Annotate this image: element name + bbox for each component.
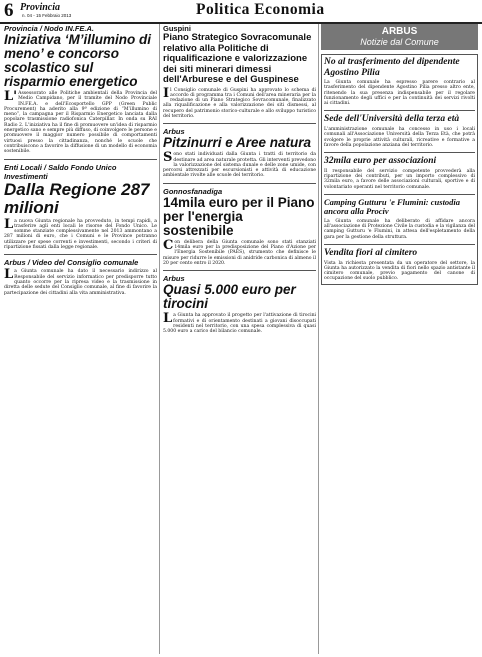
article-headline: Piano Strategico Sovracomunale relativo alla Politiche di riqualificazione e valorizzazione dei siti minerari dimessi dell'Arburese e del Guspinese	[163, 32, 312, 85]
article-headline: Quasi 5.000 euro per tirocini	[163, 282, 296, 312]
article-milluminino	[4, 24, 157, 155]
article-kicker: Arbus / Video del Consiglio comunale	[4, 258, 139, 268]
article-headline: Iniziativa ‘M’illumino di meno’ e concorso scolastico sul risparmio energetico	[4, 32, 152, 89]
section-title: Politica Economia	[196, 1, 325, 18]
article-body: Il Consiglio comunale di Guspini ha approvato lo schema di accordo di programma tra i Comuni dell'area mineraria per la redazione di un Piano Strategico Sovracomunale, finalizzato alla riqualificazione e alla valorizzazione dei siti dismessi, al recupero del patrimonio storico-culturale e allo sviluppo turistico del territorio.	[163, 85, 316, 119]
article-body: La Giunta comunale ha espresso parere contrario al trasferimento del dipendente Agostino Pilia presso altro ente, ritenendo la sua presenza indispensabile per il regolare funzionamento degli uffici e per la continuità dei servizi rivolti ai cittadini.	[324, 80, 475, 107]
article-body: Con delibera della Giunta comunale sono stati stanziati 14mila euro per la predisposizione del Piano d'Azione per l'Energia Sostenibile (PAES), strumento che definisce le misure per ridurre le emissioni di anidride carbonica di almeno il 20 per cento entro il 2020.	[163, 237, 316, 266]
arbus-box-header	[321, 24, 478, 50]
column-2	[163, 24, 316, 334]
article-regione	[4, 163, 157, 251]
article-headline: Sede dell'Università della terza età	[324, 114, 460, 125]
article-headline: Pitzinurri e Aree natura	[163, 135, 312, 151]
issue-info: n. 04 - 15 Febbraio 2013	[22, 13, 72, 18]
newspaper-logo: Provincia	[20, 2, 60, 13]
article-headline: No al trasferimento del dipendente Agostino Pilia	[324, 57, 460, 78]
article-kicker: Arbus	[163, 274, 185, 284]
article-kicker: Provincia / Nodo IN.FE.A.	[4, 24, 95, 33]
divider	[324, 244, 475, 245]
divider	[324, 110, 475, 111]
page-header	[0, 0, 482, 24]
arbus-news-box	[321, 54, 478, 285]
column-3	[321, 24, 478, 285]
article-headline: Vendita fiori al cimitero	[324, 248, 418, 259]
divider	[4, 254, 157, 255]
article-headline: 14mila euro per il Piano per l'energia sostenibile	[163, 194, 315, 238]
article-kicker: Arbus	[163, 127, 185, 137]
article-kicker: Guspini	[163, 24, 191, 33]
article-body: La nuova Giunta regionale ha provveduto, in tempi rapidi, a trasferire agli enti locali le risorse del Fondo Unico. Le somme stanziate complessivamente nel 2013 ammontano a 287 milioni di euro, che i Comuni e le Province potranno utilizzare per spese correnti e investimenti, secondo i criteri di ripartizione fissati dalla legge regionale.	[4, 216, 157, 251]
column-divider	[318, 24, 319, 654]
divider	[163, 183, 316, 184]
article-tirocini	[163, 274, 316, 334]
article-body: Sono stati individuati dalla Giunta i tratti di territorio da destinare ad area naturale protetta. Gli interventi prevedono la valorizzazione del sistema dunale e delle zone umide, con percorsi attrezzati per escursionisti e attività di educazione ambientale rivolte alle scuole del territorio.	[163, 150, 316, 179]
divider	[324, 194, 475, 195]
divider	[324, 152, 475, 153]
article-headline: Camping Gutturu 'e Flumini: custodia ancora alla Prociv	[324, 196, 461, 217]
column-1	[4, 24, 157, 296]
article-body: Il responsabile del servizio competente provvederà alla ripartizione dei contributi, per un importo complessivo di 32mila euro, a favore delle associazioni culturali, sportive e di volontariato operanti nel territorio comunale.	[324, 168, 475, 190]
article-body: La Giunta comunale ha dato il necessario indirizzo al Responsabile del servizio informatico per predisporre tutto quanto occorre per la ripresa video e la trasmissione in diretta delle sedute del Consiglio comunale, al fine di favorire la partecipazione dei cittadini alla vita amministrativa.	[4, 267, 157, 296]
article-video-consiglio	[4, 258, 157, 295]
article-headline: Dalla Regione 287 milioni	[4, 179, 150, 217]
box-title: ARBUS	[381, 26, 418, 37]
divider	[4, 159, 157, 160]
article-kicker: Enti Locali / Saldo Fondo Unico Investimenti	[4, 162, 117, 181]
article-body: L'amministrazione comunale ha concesso in uso i locali comunali all'Associazione Università della Terza Età, che potrà svolgere le proprie attività culturali, ricreative e formative a favore della popolazione anziana del territorio.	[324, 126, 475, 148]
article-body: La Giunta ha approvato il progetto per l'attivazione di tirocini formativi e di orientamento destinati a giovani disoccupati residenti nel territorio, con una spesa complessiva di quasi 5.000 euro a carico del bilancio comunale.	[163, 311, 316, 335]
article-energia-sostenibile	[163, 187, 316, 266]
article-piano-strategico	[163, 24, 316, 119]
page-number: 6	[4, 0, 14, 21]
divider	[163, 270, 316, 271]
article-kicker: Gonnosfanadiga	[163, 186, 223, 196]
box-subtitle: Notizie dal Comune	[360, 37, 439, 47]
article-body: L'Assessorato alle Politiche ambientali della Provincia del Medio Campidano, per il tramite del Nodo Provinciale IN.FE.A. e dell'Ecosportello GPP (Green Public Procurement) ha aderito alla 9ª edizione di “M’illumino di meno”, la campagna per il Risparmio Energetico lanciata dalla popolare trasmissione radiofonica Caterpillar. In onda su RAI Radio 2. L'iniziativa ha il fine di promuovere un'idea di risparmio energetico sano e sempre più diffuso, di coinvolgere le persone e promuovere il maggior numero possibile di comportamenti virtuosi presso la cittadinanza, nonché le scuole che contribuiscono a favorire la diffusione di un modello di economia sostenibile.	[4, 89, 157, 155]
divider	[163, 123, 316, 124]
article-pitzinurri	[163, 127, 316, 178]
article-body: La Giunta comunale ha deliberato di affidare ancora all'associazione di Protezione Civile la custodia e la vigilanza del camping Gutturu 'e Flumini, in attesa dell'espletamento della gara per la gestione della struttura.	[324, 218, 475, 240]
column-divider	[159, 24, 160, 654]
article-headline: 32mila euro per associazioni	[324, 156, 437, 167]
article-body: Vista la richiesta presentata da un operatore del settore, la Giunta ha autorizzato la vendita di fiori nello spazio antistante il cimitero comunale, previo pagamento del canone di occupazione del suolo pubblico.	[324, 260, 475, 282]
